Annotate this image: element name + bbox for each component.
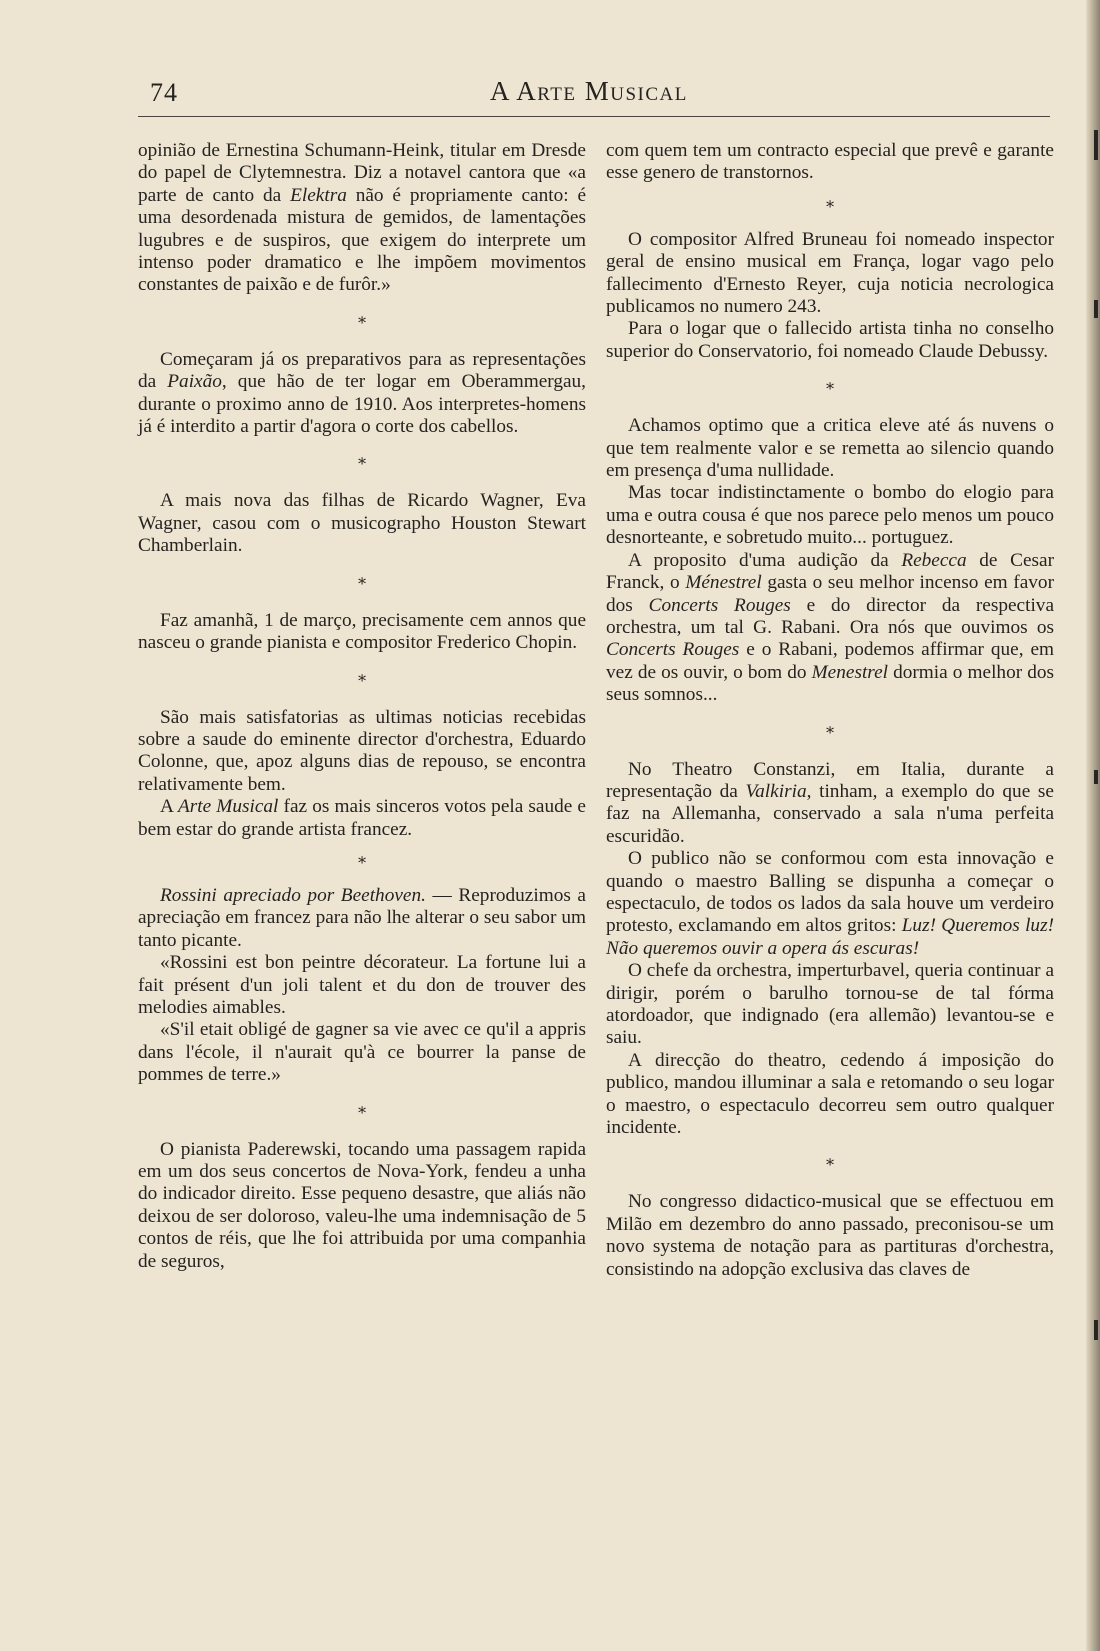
paragraph-menestrel: A proposito d'uma audição da Rebecca de Cesar Franck, o Ménestrel gasta o seu melhor incenso em favor dos Concerts Rouges e do director da respectiva orchestra, um tal G. Rabani. Ora nós que ouvimos os Concerts Rouges e o Rabani, podemos affirmar que, em vez de os ouvir, o bom do Menestrel dormia o melhor dos seus somnos... xyxy=(606,549,1055,706)
left-column xyxy=(138,140,586,1273)
paragraph-chefe-orchestra: O chefe da orchestra, imperturbavel, queria continuar a dirigir, porém o barulho tornou-se de tal fórma atordoador, que indignado (era allemão) levantou-se e saiu. xyxy=(606,960,1054,1049)
page-header xyxy=(150,68,1050,112)
paragraph-direccao-theatro: A direcção do theatro, cedendo á imposição do publico, mandou illuminar a sala e retomando o seu logar o maestro, o espectaculo decorreu sem outro qualquer incidente. xyxy=(606,1049,1054,1139)
paragraph-elektra: opinião de Ernestina Schumann-Heink, titular em Dresde do papel de Clytemnestra. Diz a notavel cantora que «a parte de canto da Elektra não é propriamente canto: é uma desordenada mistura de gemidos, de lamentações lugubres e de suspiros, que exigem do interprete um intenso poder dramatico e lhe impõem movimentos constantes de paixão e de furôr.» xyxy=(138,140,586,296)
page-edge xyxy=(1086,0,1100,1651)
scan-margin-mark xyxy=(1094,1320,1098,1340)
paragraph-chopin: Faz amanhã, 1 de março, precisamente cem annos que nasceu o grande pianista e compositor Frederico Chopin. xyxy=(138,609,586,654)
section-separator: ∗ xyxy=(356,311,368,329)
paragraph-paixao: Começaram já os preparativos para as representações da Paixão, que hão de ter logar em Oberammergau, durante o proximo anno de 1910. Aos interpretes-homens já é interdito a partir d'agora o corte dos cabellos. xyxy=(138,348,586,438)
paragraph-bruneau: O compositor Alfred Bruneau foi nomeado inspector geral de ensino musical em França, logar vago pelo fallecimento d'Ernesto Reyer, cuja noticia necrologica publicamos no numero 243. xyxy=(606,228,1054,318)
section-separator: ∗ xyxy=(356,851,368,869)
scan-margin-mark xyxy=(1094,300,1098,318)
paragraph-votos: A Arte Musical faz os mais sinceros votos pela saude e bem estar do grande artista francez. xyxy=(138,796,586,840)
paragraph-critica: Achamos optimo que a critica eleve até ás nuvens o que tem realmente valor e se remetta ao silencio quando em presença d'uma nullidade. xyxy=(606,415,1054,482)
section-separator: ∗ xyxy=(356,572,368,590)
scan-margin-mark xyxy=(1094,770,1098,784)
section-separator: ∗ xyxy=(356,669,368,687)
right-column xyxy=(606,140,1054,1281)
paragraph-paderewski: O pianista Paderewski, tocando uma passagem rapida em um dos seus concertos de Nova-York, fendeu a unha do indicador direito. Esse pequeno desastre, que aliás não deixou de ser doloroso, valeu-lhe uma indemnisação de 5 contos de réis, que lhe foi attribuida por uma companhia de seguros, xyxy=(138,1138,586,1272)
paragraph-rossini-quote-1: «Rossini est bon peintre décorateur. La fortune lui a fait présent d'un joli talent et du don de trouver des melodies aimables. xyxy=(138,952,586,1018)
paragraph-debussy: Para o logar que o fallecido artista tinha no conselho superior do Conservatorio, foi nomeado Claude Debussy. xyxy=(606,318,1054,362)
paragraph-eva-wagner: A mais nova das filhas de Ricardo Wagner, Eva Wagner, casou com o musicographo Houston Stewart Chamberlain. xyxy=(138,490,586,557)
paragraph-rossini-quote-2: «S'il etait obligé de gagner sa vie avec ce qu'il a appris dans l'école, il n'aurait qu'à ce bourrer la panse de pommes de terre.» xyxy=(138,1019,586,1086)
running-title: A Arte Musical xyxy=(490,76,688,106)
section-separator: ∗ xyxy=(824,378,836,396)
paragraph-colonne: São mais satisfatorias as ultimas noticias recebidas sobre a saude do eminente director d'orchestra, Eduardo Colonne, que, apoz alguns dias de repouso, se encontra relativamente bem. xyxy=(138,706,586,795)
section-separator: ∗ xyxy=(824,721,836,739)
section-separator: ∗ xyxy=(356,453,368,471)
page-number: 74 xyxy=(150,78,178,107)
paragraph-contracto: com quem tem um contracto especial que prevê e garante esse genero de transtornos. xyxy=(606,140,1054,184)
paragraph-bombo: Mas tocar indistinctamente o bombo do elogio para uma e outra cousa é que nos parece pelo menos um pouco desnorteante, e sobretudo muito... portuguez. xyxy=(606,482,1054,549)
paragraph-constanzi: No Theatro Constanzi, em Italia, durante a representação da Valkiria, tinham, a exemplo do que se faz na Allemanha, conservado a sala n'uma perfeita escuridão. xyxy=(606,758,1054,847)
section-separator: ∗ xyxy=(356,1101,368,1119)
scan-margin-mark xyxy=(1094,130,1098,160)
paragraph-protesto: O publico não se conformou com esta innovação e quando o maestro Balling se dispunha a começar o espectaculo, de todos os lados da sala houve um verdeiro protesto, exclamando em altos gritos: Luz! Queremos luz! Não queremos ouvir a opera ás escuras! xyxy=(606,848,1054,959)
section-separator: ∗ xyxy=(824,1154,836,1172)
paragraph-rossini-title: Rossini apreciado por Beethoven. — Reproduzimos a apreciação em francez para não lhe alterar o seu sabor um tanto picante. xyxy=(138,884,586,951)
header-rule xyxy=(138,116,1050,117)
paragraph-congresso: No congresso didactico-musical que se effectuou em Milão em dezembro do anno passado, preconisou-se um novo systema de notação para as partituras d'orchestra, consistindo na adopção exclusiva das claves de xyxy=(606,1191,1054,1280)
section-separator: ∗ xyxy=(824,195,836,213)
